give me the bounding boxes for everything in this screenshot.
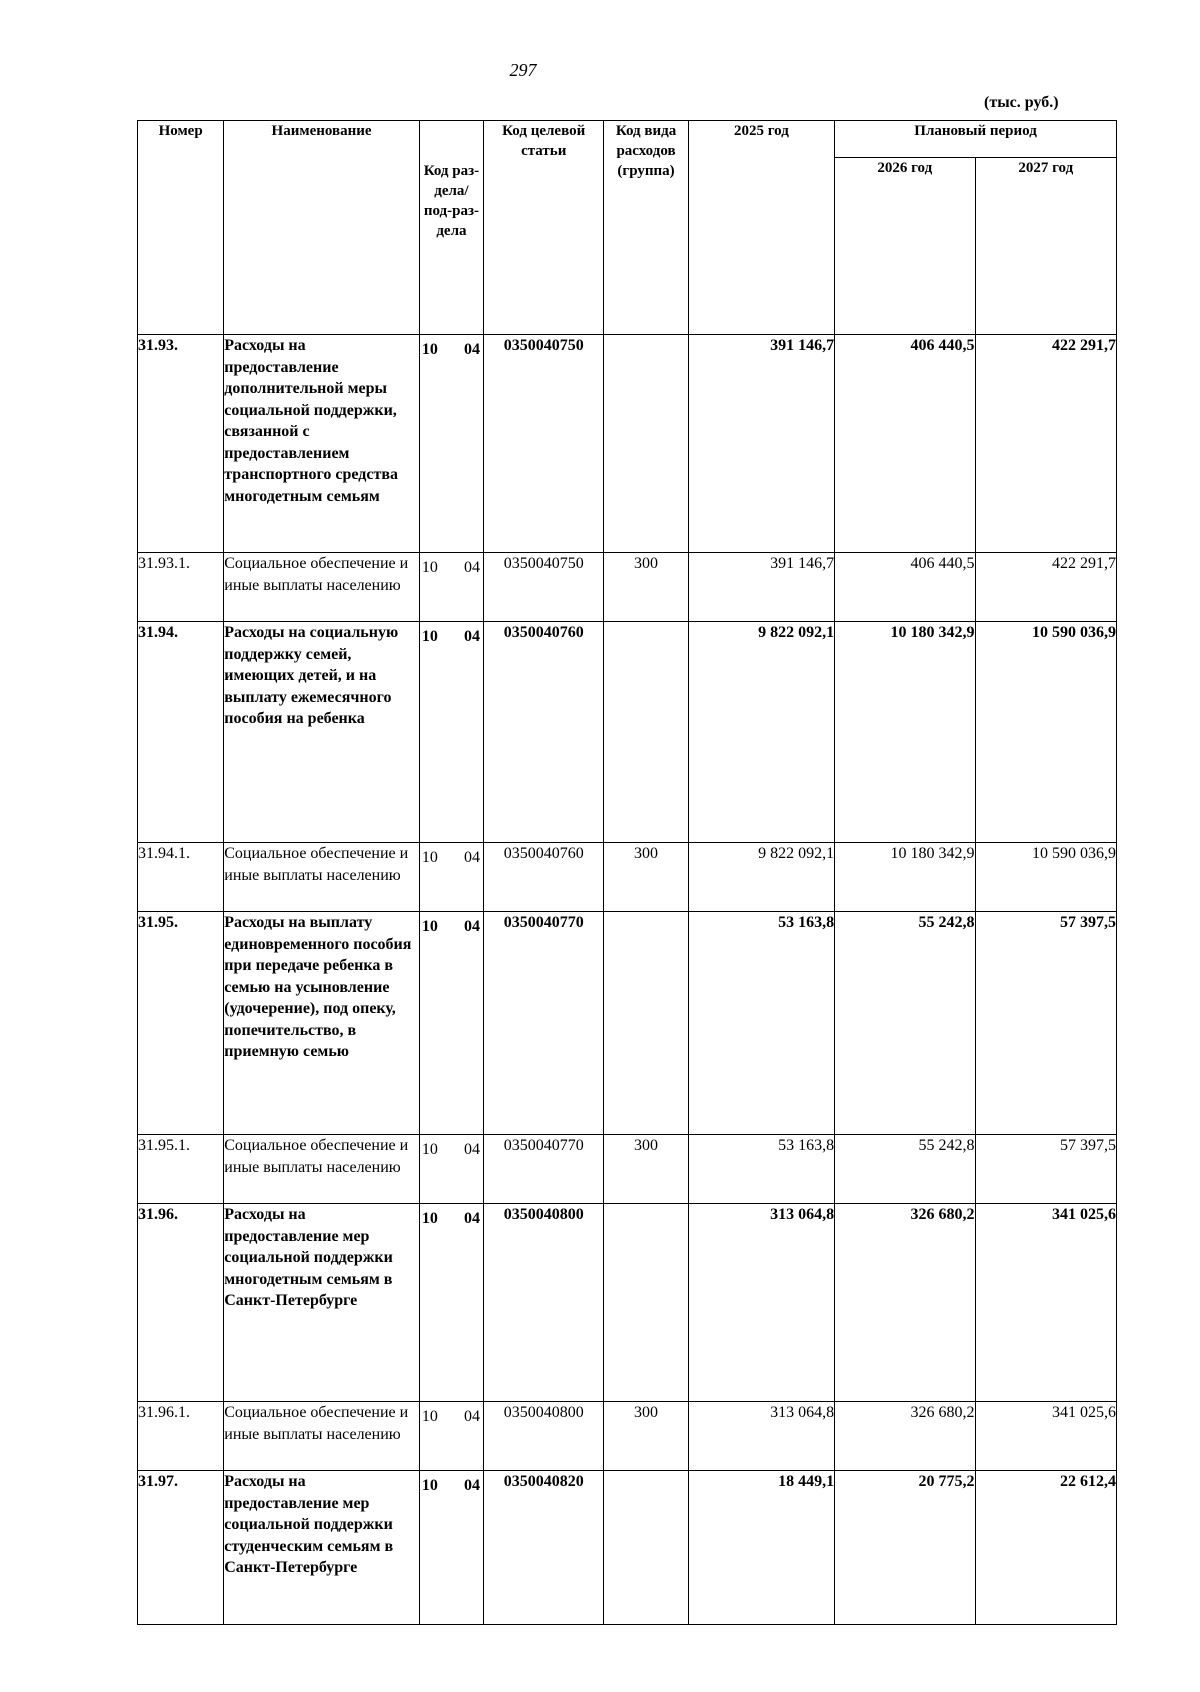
row-name: Расходы на предоставление мер социальной поддержки студенческим семьям в Санкт-Петербурге [224,1471,420,1625]
row-amount-2026: 326 680,2 [835,1204,975,1402]
row-amount-2026: 326 680,2 [835,1402,975,1471]
row-razdel-code: 10 [421,1408,438,1425]
row-amount-2026: 55 242,8 [835,1135,975,1204]
row-razdel [419,622,483,843]
page-number: 297 [509,60,537,80]
row-razdel-code: 10 [421,849,438,866]
row-number: 31.96. [138,1204,224,1402]
row-amount-2025: 391 146,7 [688,335,834,553]
row-name: Социальное обеспечение и иные выплаты населению [224,553,420,622]
row-amount-2027: 10 590 036,9 [975,843,1117,912]
table-row [138,1135,1117,1204]
header-2025: 2025 год [688,121,834,335]
row-podrazdel-code: 04 [464,1408,481,1425]
row-razdel-code: 10 [421,1210,438,1227]
row-amount-2026: 10 180 342,9 [835,622,975,843]
row-amount-2025: 18 449,1 [688,1471,834,1625]
table-row [138,912,1117,1135]
row-kvr: 300 [604,1135,688,1204]
row-kcs: 0350040800 [484,1402,604,1471]
header-name: Наименование [224,121,420,335]
row-number: 31.97. [138,1471,224,1625]
row-razdel-code: 10 [421,341,438,358]
row-amount-2025: 9 822 092,1 [688,843,834,912]
row-name: Расходы на предоставление дополнительной меры социальной поддержки, связанной с предоставлением транспортного средства многодетным семьям [224,335,420,553]
row-amount-2027: 10 590 036,9 [975,622,1117,843]
row-podrazdel-code: 04 [464,559,481,576]
row-name: Социальное обеспечение и иные выплаты населению [224,1402,420,1471]
row-kvr [604,1471,688,1625]
row-kcs: 0350040760 [484,843,604,912]
row-kvr [604,912,688,1135]
table-row [138,553,1117,622]
row-kcs: 0350040770 [484,1135,604,1204]
row-razdel [419,1135,483,1204]
row-kvr [604,622,688,843]
row-razdel [419,1402,483,1471]
table-row [138,1471,1117,1625]
table-row [138,1402,1117,1471]
table-row [138,335,1117,553]
row-kcs: 0350040760 [484,622,604,843]
row-name: Расходы на выплату единовременного пособия при передаче ребенка в семью на усыновление (удочерение), под опеку, попечительство, в приемную семью [224,912,420,1135]
row-number: 31.95. [138,912,224,1135]
row-razdel-code: 10 [421,1477,438,1494]
row-razdel-code: 10 [421,1141,438,1158]
row-amount-2026: 10 180 342,9 [835,843,975,912]
row-amount-2026: 55 242,8 [835,912,975,1135]
row-name: Расходы на социальную поддержку семей, имеющих детей, и на выплату ежемесячного пособия на ребенка [224,622,420,843]
header-kvr: Код вида расходов (группа) [604,121,688,335]
header-number: Номер [138,121,224,335]
row-amount-2025: 391 146,7 [688,553,834,622]
row-amount-2025: 53 163,8 [688,912,834,1135]
row-kvr [604,1204,688,1402]
row-number: 31.96.1. [138,1402,224,1471]
row-razdel-code: 10 [421,628,438,645]
row-razdel-code: 10 [421,918,438,935]
row-amount-2025: 313 064,8 [688,1402,834,1471]
budget-table [137,120,1117,1625]
row-podrazdel-code: 04 [464,1141,481,1158]
row-number: 31.93.1. [138,553,224,622]
row-razdel-code: 10 [421,559,438,576]
row-razdel [419,335,483,553]
row-razdel [419,553,483,622]
row-amount-2025: 313 064,8 [688,1204,834,1402]
header-razdel: Код раз-дела/ под-раз-дела [419,121,483,335]
row-kcs: 0350040800 [484,1204,604,1402]
row-podrazdel-code: 04 [464,849,481,866]
row-razdel [419,912,483,1135]
row-kcs: 0350040750 [484,553,604,622]
row-amount-2027: 57 397,5 [975,912,1117,1135]
row-kvr: 300 [604,553,688,622]
row-name: Социальное обеспечение и иные выплаты населению [224,1135,420,1204]
row-razdel [419,843,483,912]
table-row [138,1204,1117,1402]
row-amount-2027: 22 612,4 [975,1471,1117,1625]
row-amount-2027: 57 397,5 [975,1135,1117,1204]
row-razdel [419,1204,483,1402]
row-number: 31.95.1. [138,1135,224,1204]
row-podrazdel-code: 04 [464,341,481,358]
row-number: 31.94.1. [138,843,224,912]
row-podrazdel-code: 04 [464,1477,481,1494]
row-amount-2026: 20 775,2 [835,1471,975,1625]
row-amount-2027: 422 291,7 [975,553,1117,622]
row-amount-2027: 422 291,7 [975,335,1117,553]
row-name: Социальное обеспечение и иные выплаты населению [224,843,420,912]
header-planned-period: Плановый период [835,121,1117,158]
table-row [138,622,1117,843]
header-kcs: Код целевой статьи [484,121,604,335]
row-podrazdel-code: 04 [464,918,481,935]
row-kvr: 300 [604,1402,688,1471]
row-podrazdel-code: 04 [464,1210,481,1227]
row-amount-2026: 406 440,5 [835,335,975,553]
row-razdel [419,1471,483,1625]
row-kvr [604,335,688,553]
unit-label: (тыс. руб.) [984,94,1059,111]
row-kcs: 0350040820 [484,1471,604,1625]
table-row [138,843,1117,912]
row-amount-2027: 341 025,6 [975,1402,1117,1471]
row-amount-2025: 53 163,8 [688,1135,834,1204]
row-kvr: 300 [604,843,688,912]
row-podrazdel-code: 04 [464,628,481,645]
row-amount-2027: 341 025,6 [975,1204,1117,1402]
row-name: Расходы на предоставление мер социальной поддержки многодетным семьям в Санкт-Петербурге [224,1204,420,1402]
row-number: 31.93. [138,335,224,553]
header-2026: 2026 год [835,158,975,335]
header-2027: 2027 год [975,158,1117,335]
row-number: 31.94. [138,622,224,843]
row-amount-2026: 406 440,5 [835,553,975,622]
row-amount-2025: 9 822 092,1 [688,622,834,843]
row-kcs: 0350040770 [484,912,604,1135]
row-kcs: 0350040750 [484,335,604,553]
